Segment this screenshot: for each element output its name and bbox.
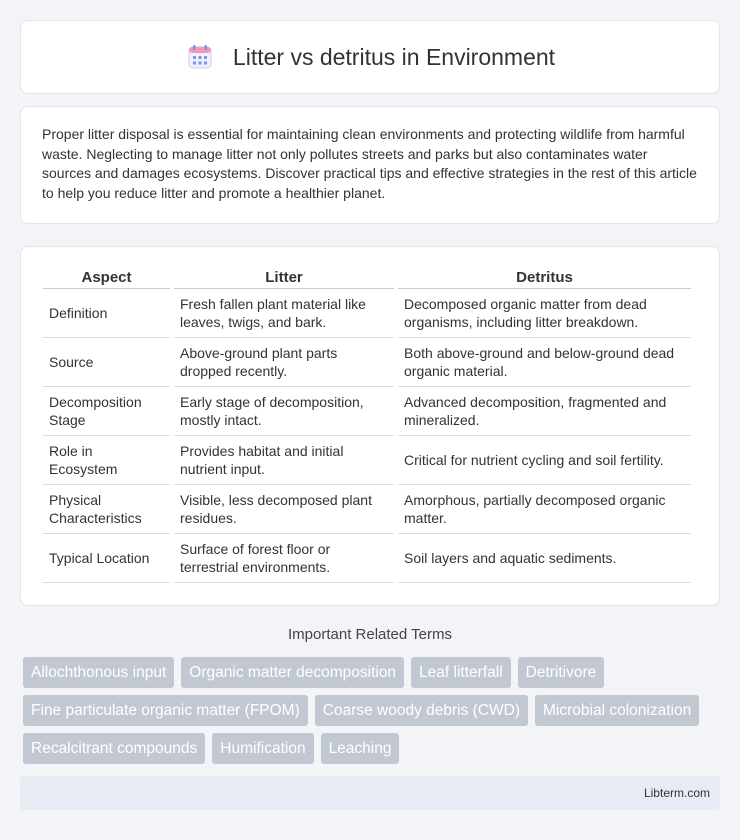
cell-detritus: Decomposed organic matter from dead organisms, including litter breakdown. (398, 289, 691, 338)
term-tag[interactable]: Leaching (321, 733, 400, 764)
term-tag[interactable]: Recalcitrant compounds (23, 733, 205, 764)
cell-litter: Above-ground plant parts dropped recently. (174, 338, 394, 387)
footer-site-link[interactable]: Libterm.com (643, 786, 710, 800)
cell-detritus: Amorphous, partially decomposed organic matter. (398, 485, 691, 534)
related-terms-title: Important Related Terms (288, 626, 452, 643)
footer (20, 776, 720, 810)
intro-card (20, 106, 720, 224)
cell-aspect: Physical Characteristics (43, 485, 170, 534)
cell-aspect: Source (43, 338, 170, 387)
table-row (43, 289, 691, 338)
table-row (43, 485, 691, 534)
header-card (20, 20, 720, 94)
term-tag[interactable]: Humification (212, 733, 313, 764)
table-row (43, 387, 691, 436)
table-row (43, 534, 691, 583)
cell-aspect: Decomposition Stage (43, 387, 170, 436)
table-header-row (43, 267, 691, 289)
cell-litter: Visible, less decomposed plant residues. (174, 485, 394, 534)
header-detritus: Detritus (398, 267, 691, 289)
header-aspect: Aspect (43, 267, 170, 289)
calendar-icon (185, 42, 215, 72)
cell-aspect: Definition (43, 289, 170, 338)
cell-litter: Early stage of decomposition, mostly intact. (174, 387, 394, 436)
cell-litter: Provides habitat and initial nutrient input. (174, 436, 394, 485)
term-tag[interactable]: Detritivore (518, 657, 605, 688)
cell-aspect: Typical Location (43, 534, 170, 583)
related-terms-list (23, 657, 723, 764)
term-tag[interactable]: Leaf litterfall (411, 657, 511, 688)
table-row (43, 436, 691, 485)
cell-detritus: Soil layers and aquatic sediments. (398, 534, 691, 583)
term-tag[interactable]: Microbial colonization (535, 695, 699, 726)
comparison-table-card (20, 246, 720, 606)
term-tag[interactable]: Coarse woody debris (CWD) (315, 695, 528, 726)
table-row (43, 338, 691, 387)
cell-detritus: Advanced decomposition, fragmented and mineralized. (398, 387, 691, 436)
comparison-table (39, 267, 695, 583)
cell-aspect: Role in Ecosystem (43, 436, 170, 485)
cell-litter: Surface of forest floor or terrestrial environments. (174, 534, 394, 583)
cell-detritus: Critical for nutrient cycling and soil fertility. (398, 436, 691, 485)
header-litter: Litter (174, 267, 394, 289)
cell-detritus: Both above-ground and below-ground dead organic material. (398, 338, 691, 387)
cell-litter: Fresh fallen plant material like leaves, twigs, and bark. (174, 289, 394, 338)
term-tag[interactable]: Allochthonous input (23, 657, 174, 688)
page-title: Litter vs detritus in Environment (232, 43, 556, 70)
term-tag[interactable]: Fine particulate organic matter (FPOM) (23, 695, 308, 726)
term-tag[interactable]: Organic matter decomposition (181, 657, 404, 688)
intro-text: Proper litter disposal is essential for maintaining clean environments and protecting wildlife from harmful waste. Neglecting to manage litter not only pollutes streets and parks but also contaminates water sources and damages ecosystems. Discover practical tips and effective strategies in the rest of this article to help you reduce litter and promote a healthier planet. (42, 126, 697, 201)
